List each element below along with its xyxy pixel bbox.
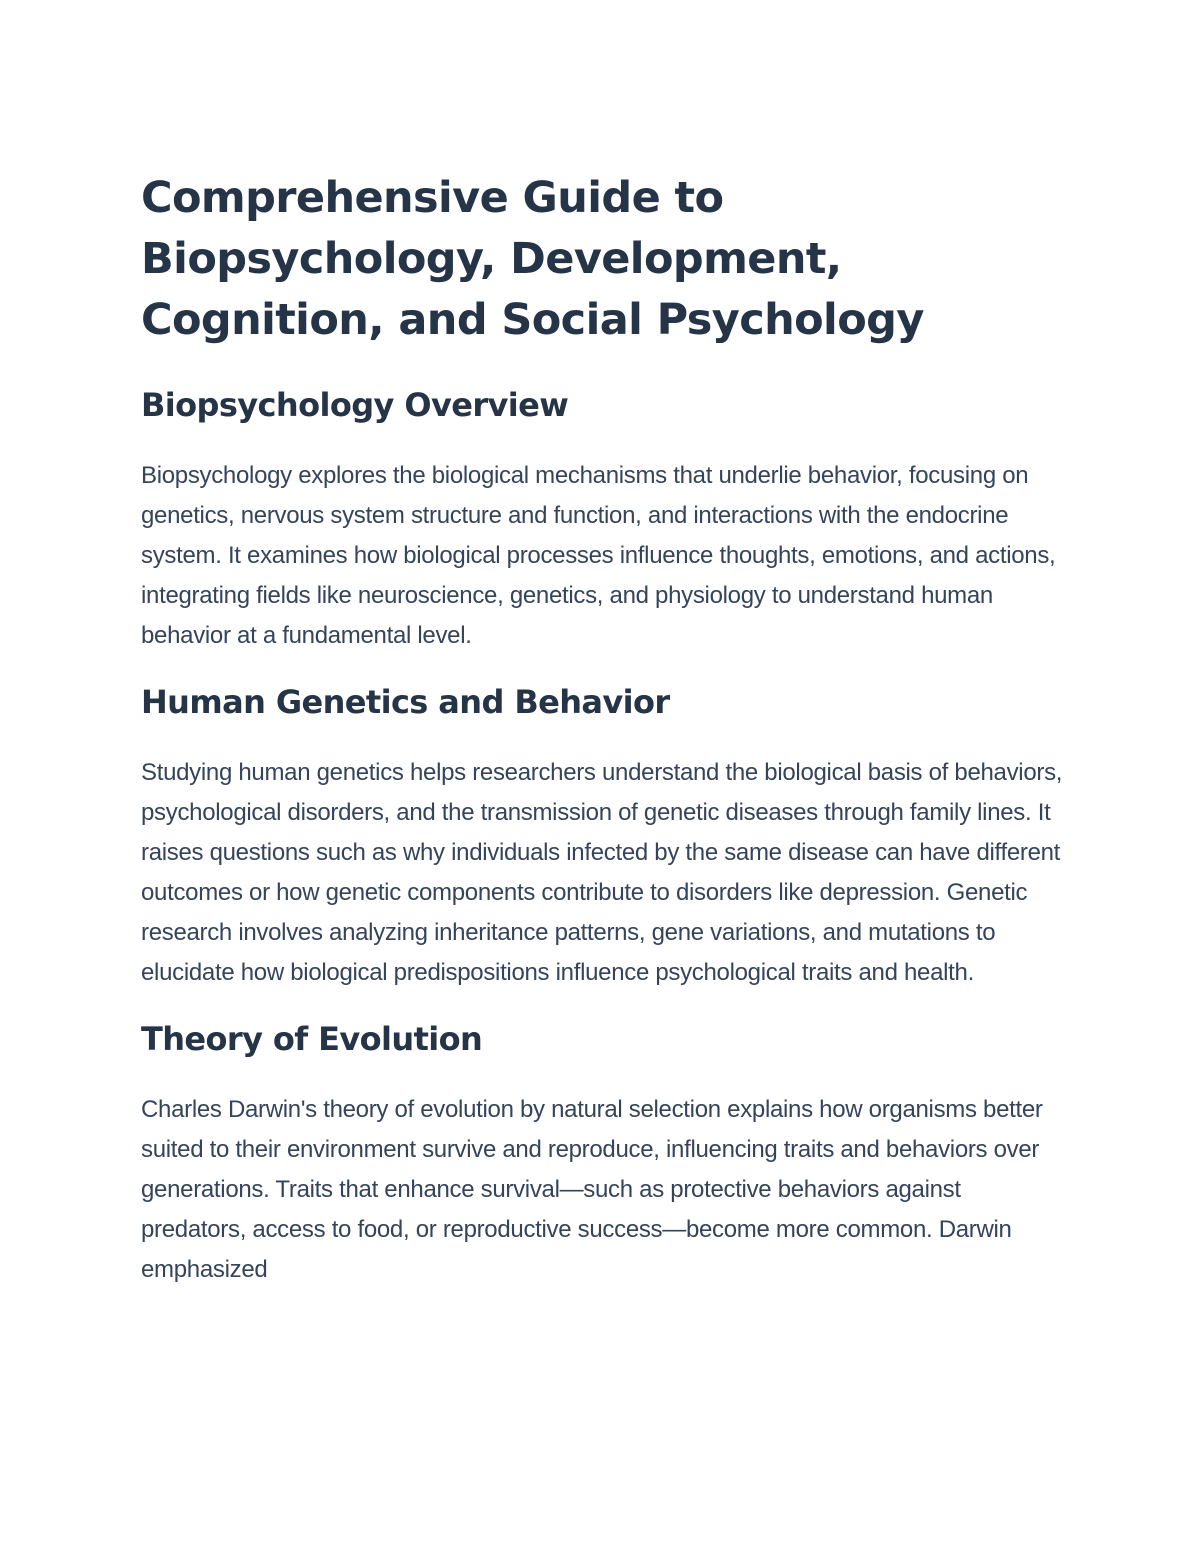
section-heading-biopsychology-overview: Biopsychology Overview [141,386,569,424]
document-title: Comprehensive Guide to Biopsychology, Development, Cognition, and Social Psychology [141,173,924,345]
section-paragraph-biopsychology-overview: Biopsychology explores the biological mechanisms that underlie behavior, focusing on genetics, nervous system structure and function, and interactions with the endocrine system. It examines how biological processes influence thoughts, emotions, and actions, integrating fields like neuroscience, genetics, and physiology to understand human behavior at a fundamental level. [141,462,1056,649]
section-heading-human-genetics: Human Genetics and Behavior [141,683,670,721]
section-heading-theory-of-evolution: Theory of Evolution [141,1020,483,1058]
section-paragraph-human-genetics: Studying human genetics helps researchers understand the biological basis of behaviors, psychological disorders, and the transmission of genetic diseases through family lines. It raises questions such as why individuals infected by the same disease can have different outcomes or how genetic components contribute to disorders like depression. Genetic research involves analyzing inheritance patterns, gene variations, and mutations to elucidate how biological predispositions influence psychological traits and health. [141,759,1063,986]
document-content [141,168,1071,1290]
section-paragraph-theory-of-evolution: Charles Darwin's theory of evolution by natural selection explains how organisms better suited to their environment survive and reproduce, influencing traits and behaviors over generations. Traits that enhance survival—such as protective behaviors against predators, access to food, or reproductive success—become more common. Darwin emphasized [141,1096,1043,1283]
